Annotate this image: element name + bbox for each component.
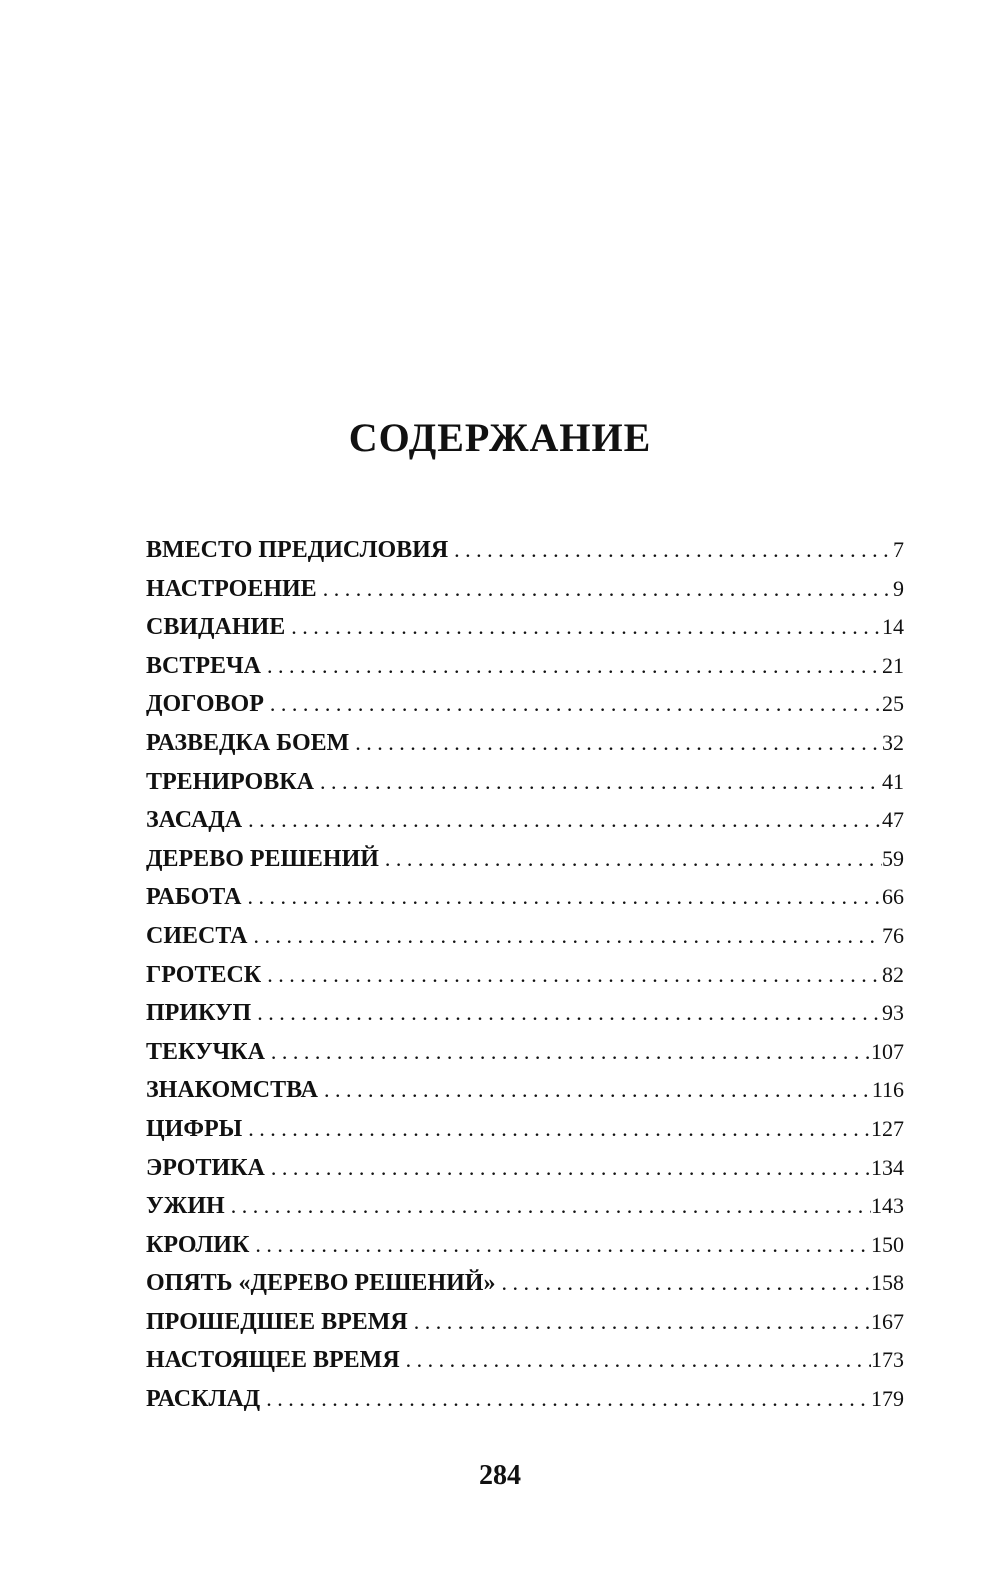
- page-number: 284: [479, 1460, 521, 1491]
- toc-entry: [146, 1191, 904, 1230]
- toc-entry-title: РАЗВЕДКА БОЕМ: [146, 729, 350, 756]
- toc-entry: [146, 689, 904, 728]
- toc-entry-page: 21: [882, 652, 904, 678]
- toc-entry-page: 167: [871, 1308, 904, 1334]
- toc-entry-page: 9: [893, 575, 904, 601]
- toc-entry-page: 134: [871, 1154, 904, 1180]
- dot-leader: [320, 767, 882, 797]
- toc-entry: [146, 651, 904, 690]
- dot-leader: [271, 1037, 871, 1067]
- toc-entry-page: 7: [893, 537, 904, 562]
- dot-leader: [253, 921, 882, 951]
- dot-leader: [323, 574, 893, 604]
- toc-entry-title: ГРОТЕСК: [146, 961, 262, 988]
- toc-entry-title: ЦИФРЫ: [146, 1115, 243, 1142]
- toc-entry-title: ВСТРЕЧА: [146, 652, 261, 679]
- toc-entry-title: РАСКЛАД: [146, 1386, 261, 1413]
- toc-entry-page: 32: [882, 729, 904, 755]
- toc-entry-title: СВИДАНИЕ: [146, 614, 286, 641]
- toc-entry-page: 158: [871, 1270, 904, 1296]
- toc-entry: [146, 882, 904, 921]
- toc-entry: [146, 612, 904, 651]
- toc-entry-title: ВМЕСТО ПРЕДИСЛОВИЯ: [146, 537, 449, 563]
- toc-entry-title: РАБОТА: [146, 884, 242, 911]
- dot-leader: [270, 689, 882, 719]
- toc-entry-title: УЖИН: [146, 1193, 225, 1220]
- toc-entry-page: 66: [882, 884, 904, 910]
- dot-leader: [406, 1345, 871, 1375]
- toc-entry-page: 25: [882, 691, 904, 717]
- toc-entry: [146, 1307, 904, 1346]
- toc-entry: [146, 960, 904, 999]
- toc-entry-page: 116: [871, 1077, 904, 1103]
- toc-entry-title: ПРИКУП: [146, 1000, 252, 1027]
- dot-leader: [454, 535, 893, 565]
- dot-leader: [255, 1230, 871, 1260]
- dot-leader: [414, 1307, 871, 1337]
- toc-entry-title: ЭРОТИКА: [146, 1154, 265, 1181]
- toc-entry: [146, 535, 904, 574]
- dot-leader: [248, 805, 882, 835]
- toc-entry: [146, 1384, 904, 1423]
- toc-entry: [146, 1075, 904, 1114]
- toc-entry: [146, 1114, 904, 1153]
- toc-entry-title: КРОЛИК: [146, 1231, 250, 1258]
- toc-entry-page: 107: [871, 1038, 904, 1064]
- toc-entry-page: 76: [882, 922, 904, 948]
- toc-entry-title: ТРЕНИРОВКА: [146, 768, 314, 795]
- dot-leader: [501, 1268, 871, 1298]
- toc-entry-page: 179: [871, 1386, 904, 1412]
- toc-entry-title: ЗАСАДА: [146, 807, 243, 834]
- dot-leader: [385, 844, 882, 874]
- toc-entry: [146, 1345, 904, 1384]
- toc-entry: [146, 767, 904, 806]
- toc-entry-title: ДЕРЕВО РЕШЕНИЙ: [146, 845, 379, 872]
- page-title: СОДЕРЖАНИЕ: [348, 415, 652, 460]
- toc-entry-title: ЗНАКОМСТВА: [146, 1077, 318, 1104]
- toc-entry-title: НАСТРОЕНИЕ: [146, 575, 317, 602]
- toc-entry-title: ПРОШЕДШЕЕ ВРЕМЯ: [146, 1308, 408, 1335]
- toc-entry-title: СИЕСТА: [146, 922, 248, 949]
- dot-leader: [271, 1153, 871, 1183]
- toc-entry-page: 14: [882, 614, 904, 640]
- toc-entry: [146, 1153, 904, 1192]
- toc-entry-title: НАСТОЯЩЕЕ ВРЕМЯ: [146, 1347, 400, 1374]
- toc-entry-page: 59: [882, 845, 904, 871]
- toc-entry-page: 173: [871, 1347, 904, 1373]
- dot-leader: [247, 882, 882, 912]
- toc-entry-page: 143: [871, 1193, 904, 1219]
- toc-entry-page: 93: [882, 1000, 904, 1026]
- dot-leader: [248, 1114, 871, 1144]
- dot-leader: [291, 612, 882, 642]
- dot-leader: [257, 998, 882, 1028]
- toc-entry: [146, 921, 904, 960]
- toc-entry: [146, 574, 904, 613]
- dot-leader: [266, 1384, 871, 1414]
- toc-entry: [146, 1230, 904, 1269]
- toc-entry-page: 47: [882, 807, 904, 833]
- toc-entry-page: 41: [882, 768, 904, 794]
- dot-leader: [267, 651, 882, 681]
- toc-entry: [146, 1037, 904, 1076]
- dot-leader: [267, 960, 882, 990]
- toc-entry-page: 150: [871, 1231, 904, 1257]
- toc-entry: [146, 998, 904, 1037]
- toc-entry: [146, 1268, 904, 1307]
- toc-entry: [146, 805, 904, 844]
- toc-entry-page: 127: [871, 1115, 904, 1141]
- toc-entry-title: ДОГОВОР: [146, 691, 264, 718]
- toc-entry-title: ОПЯТЬ «ДЕРЕВО РЕШЕНИЙ»: [146, 1270, 496, 1297]
- dot-leader: [324, 1075, 872, 1105]
- toc-entry: [146, 728, 904, 767]
- toc-entry-page: 82: [882, 961, 904, 987]
- table-of-contents: [146, 535, 904, 1423]
- toc-entry-title: ТЕКУЧКА: [146, 1038, 265, 1065]
- dot-leader: [231, 1191, 871, 1221]
- dot-leader: [355, 728, 882, 758]
- toc-entry: [146, 844, 904, 883]
